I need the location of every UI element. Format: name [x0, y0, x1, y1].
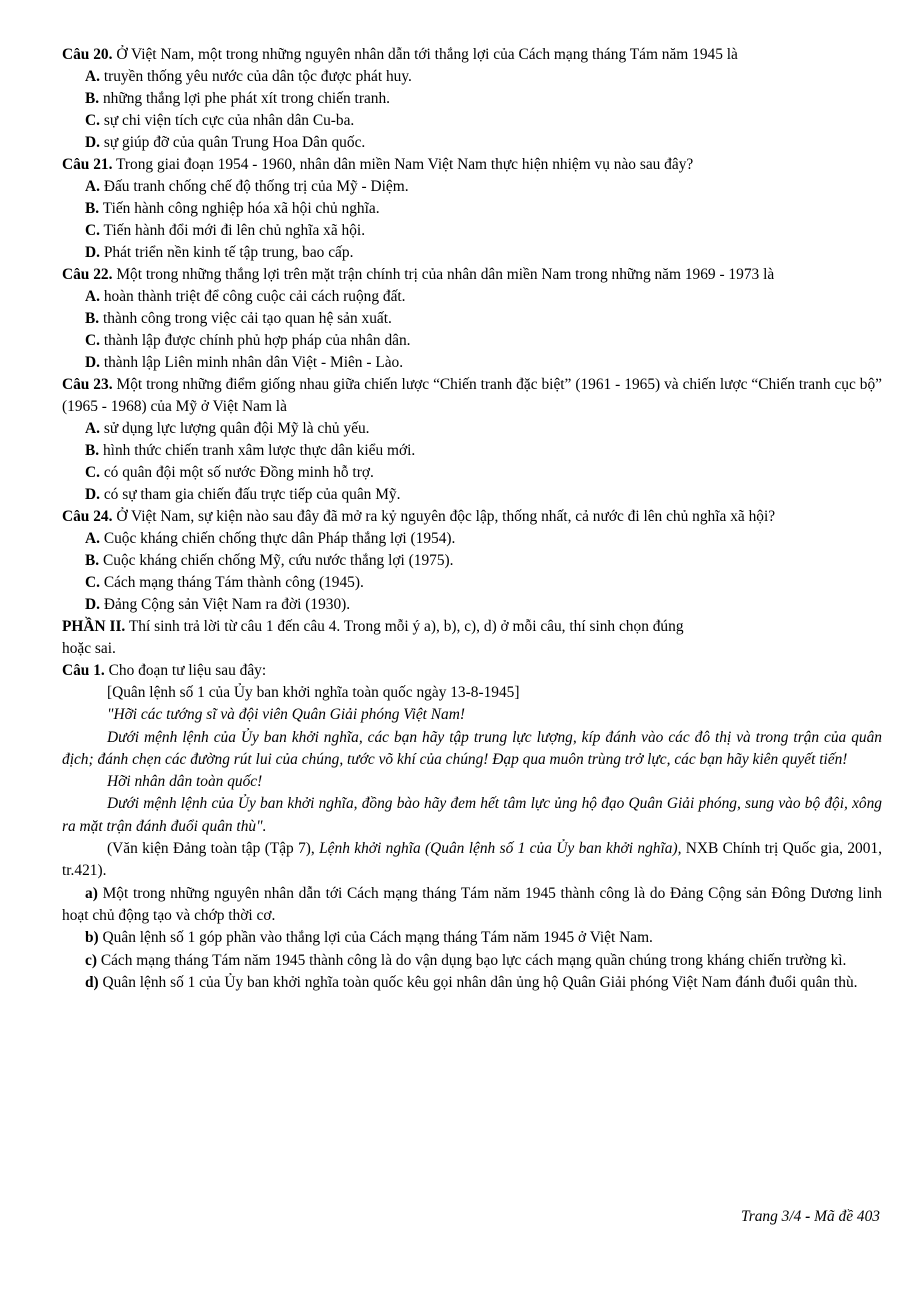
question-stem [62, 154, 882, 176]
statement-text: Quân lệnh số 1 của Ủy ban khởi nghĩa toàn quốc kêu gọi nhân dân ủng hộ Quân Giải phóng Việt Nam đánh đuổi quân thù. [102, 973, 858, 991]
option [85, 462, 882, 484]
option-text: hình thức chiến tranh xâm lược thực dân kiểu mới. [102, 442, 416, 459]
option-label: C. [85, 332, 100, 349]
option [85, 286, 882, 308]
question-text: Một trong những thắng lợi trên mặt trận chính trị của nhân dân miền Nam trong những năm 1969 - 1973 là [116, 266, 775, 283]
option [85, 176, 882, 198]
question-label: Câu 22. [62, 266, 113, 283]
option-text: những thắng lợi phe phát xít trong chiến tranh. [102, 90, 391, 107]
statement-text: Một trong những nguyên nhân dẫn tới Cách mạng tháng Tám năm 1945 thành công là do Đảng Cộng sản Đông Dương linh hoạt chủ động tạo và chớp thời cơ. [62, 884, 882, 924]
option-text: thành lập được chính phủ hợp pháp của nhân dân. [103, 332, 411, 349]
option [85, 88, 882, 110]
question-text: Trong giai đoạn 1954 - 1960, nhân dân miền Nam Việt Nam thực hiện nhiệm vụ nào sau đây? [116, 156, 694, 173]
option-label: C. [85, 112, 100, 129]
option-label: B. [85, 200, 100, 217]
option-text: có quân đội một số nước Đồng minh hỗ trợ. [103, 464, 374, 481]
option-text: Đảng Cộng sản Việt Nam ra đời (1930). [103, 596, 351, 613]
option-text: Tiến hành công nghiệp hóa xã hội chủ nghĩa. [102, 200, 380, 217]
option [85, 550, 882, 572]
statement-label: d) [85, 973, 99, 991]
question-stem [62, 374, 882, 418]
option-label: C. [85, 222, 100, 239]
question-stem [62, 44, 882, 66]
statement [62, 883, 882, 928]
question-label: Câu 1. [62, 662, 105, 679]
quote-paragraph: Dưới mệnh lệnh của Ủy ban khởi nghĩa, đồng bào hãy đem hết tâm lực ủng hộ đạo Quân Giải phóng, sung vào bộ đội, xông ra mặt trận đánh đuổi quân thù". [62, 795, 882, 835]
page-number: Trang 3/4 [741, 1208, 802, 1225]
question-text: Ở Việt Nam, một trong những nguyên nhân dẫn tới thắng lợi của Cách mạng tháng Tám năm 1945 là [116, 46, 738, 63]
question-label: Câu 20. [62, 46, 113, 63]
statement-text: Cách mạng tháng Tám năm 1945 thành công là do vận dụng bạo lực cách mạng quần chúng trong kháng chiến trường kì. [100, 951, 847, 969]
option-label: B. [85, 310, 100, 327]
option [85, 308, 882, 330]
option-label: D. [85, 486, 100, 503]
option-label: A. [85, 420, 100, 437]
option-text: Cuộc kháng chiến chống Mỹ, cứu nước thắng lợi (1975). [102, 552, 454, 569]
option-text: sự giúp đỡ của quân Trung Hoa Dân quốc. [103, 134, 366, 151]
question-stem [62, 264, 882, 286]
option [85, 484, 882, 506]
part-label: PHẦN II. [62, 618, 126, 635]
question-text: Ở Việt Nam, sự kiện nào sau đây đã mở ra kỷ nguyên độc lập, thống nhất, cả nước đi lên chủ nghĩa xã hội? [116, 508, 776, 525]
option [85, 572, 882, 594]
option [85, 242, 882, 264]
option [85, 418, 882, 440]
exam-page [62, 44, 882, 994]
statement [62, 927, 882, 949]
option [85, 594, 882, 616]
question-block [62, 44, 882, 154]
quote-paragraph: "Hỡi các tướng sĩ và đội viên Quân Giải phóng Việt Nam! [107, 706, 465, 724]
option [85, 330, 882, 352]
question-block [62, 660, 882, 994]
citation-post: NXB Chính trị Quốc gia, 2001, tr.421). [62, 840, 882, 880]
option-text: sự chi viện tích cực của nhân dân Cu-ba. [103, 112, 355, 129]
option [85, 440, 882, 462]
statement-label: c) [85, 951, 97, 969]
option [85, 220, 882, 242]
option-text: truyền thống yêu nước của dân tộc được phát huy. [103, 68, 412, 85]
question-block [62, 154, 882, 264]
citation-pre: (Văn kiện Đảng toàn tập (Tập 7), [107, 840, 320, 858]
statement [62, 972, 882, 994]
option-text: có sự tham gia chiến đấu trực tiếp của quân Mỹ. [103, 486, 401, 503]
question-label: Câu 23. [62, 376, 113, 393]
source-heading: [Quân lệnh số 1 của Ủy ban khởi nghĩa toàn quốc ngày 13-8-1945] [107, 684, 520, 701]
statement [62, 950, 882, 972]
footer-separator: - [801, 1208, 815, 1225]
option-text: sử dụng lực lượng quân đội Mỹ là chủ yếu. [103, 420, 370, 437]
question-stem [62, 506, 882, 528]
quote-paragraph: Hỡi nhân dân toàn quốc! [107, 773, 263, 791]
option-label: D. [85, 134, 100, 151]
option-text: hoàn thành triệt để công cuộc cải cách ruộng đất. [103, 288, 406, 305]
option-text: thành lập Liên minh nhân dân Việt - Miên - Lào. [103, 354, 404, 371]
option-text: Phát triển nền kinh tế tập trung, bao cấp. [103, 244, 354, 261]
option-label: D. [85, 354, 100, 371]
option-label: A. [85, 178, 100, 195]
option [85, 110, 882, 132]
option-label: D. [85, 244, 100, 261]
option-text: thành công trong việc cải tạo quan hệ sản xuất. [102, 310, 392, 327]
statement-text: Quân lệnh số 1 góp phần vào thắng lợi của Cách mạng tháng Tám năm 1945 ở Việt Nam. [102, 929, 653, 947]
part-instruction: Thí sinh trả lời từ câu 1 đến câu 4. Trong mỗi ý a), b), c), d) ở mỗi câu, thí sinh chọn đúng [128, 618, 684, 635]
question-label: Câu 24. [62, 508, 113, 525]
option [85, 66, 882, 88]
option-label: B. [85, 90, 100, 107]
statement-label: a) [85, 884, 98, 902]
question-block [62, 264, 882, 374]
option [85, 352, 882, 374]
option-label: C. [85, 464, 100, 481]
option [85, 198, 882, 220]
question-block [62, 506, 882, 616]
option-text: Cuộc kháng chiến chống thực dân Pháp thắng lợi (1954). [103, 530, 456, 547]
option-label: B. [85, 552, 100, 569]
option-label: A. [85, 288, 100, 305]
part-two-heading [62, 616, 882, 660]
page-footer [741, 1206, 880, 1228]
question-label: Câu 21. [62, 156, 113, 173]
option-label: B. [85, 442, 100, 459]
option-label: A. [85, 530, 100, 547]
question-stem [62, 660, 882, 682]
citation [62, 838, 882, 883]
option [85, 132, 882, 154]
question-text: Một trong những điểm giống nhau giữa chiến lược “Chiến tranh đặc biệt” (1961 - 1965) và chiến lược “Chiến tranh cục bộ” (1965 - 1968) của Mỹ ở Việt Nam là [62, 376, 882, 415]
option-text: Tiến hành đổi mới đi lên chủ nghĩa xã hội. [103, 222, 366, 239]
part-two-line: hoặc sai. [62, 640, 116, 657]
question-block [62, 374, 882, 506]
option-label: D. [85, 596, 100, 613]
question-text: Cho đoạn tư liệu sau đây: [108, 662, 267, 679]
exam-code: Mã đề 403 [814, 1208, 880, 1225]
option-text: Cách mạng tháng Tám thành công (1945). [103, 574, 364, 591]
option-label: A. [85, 68, 100, 85]
option [85, 528, 882, 550]
part-two-line [62, 616, 882, 638]
citation-title: Lệnh khởi nghĩa (Quân lệnh số 1 của Ủy ban khởi nghĩa), [319, 840, 682, 858]
option-text: Đấu tranh chống chế độ thống trị của Mỹ - Diệm. [103, 178, 409, 195]
quote-paragraph: Dưới mệnh lệnh của Ủy ban khởi nghĩa, các bạn hãy tập trung lực lượng, kíp đánh vào các đô thị và trong trận của quân địch; đánh chẹn các đường rút lui của chúng, tước võ khí của chúng! Đạp qua muôn trùng trở lực, các bạn hãy kiên quyết tiến! [62, 728, 882, 768]
option-label: C. [85, 574, 100, 591]
statement-label: b) [85, 929, 99, 947]
